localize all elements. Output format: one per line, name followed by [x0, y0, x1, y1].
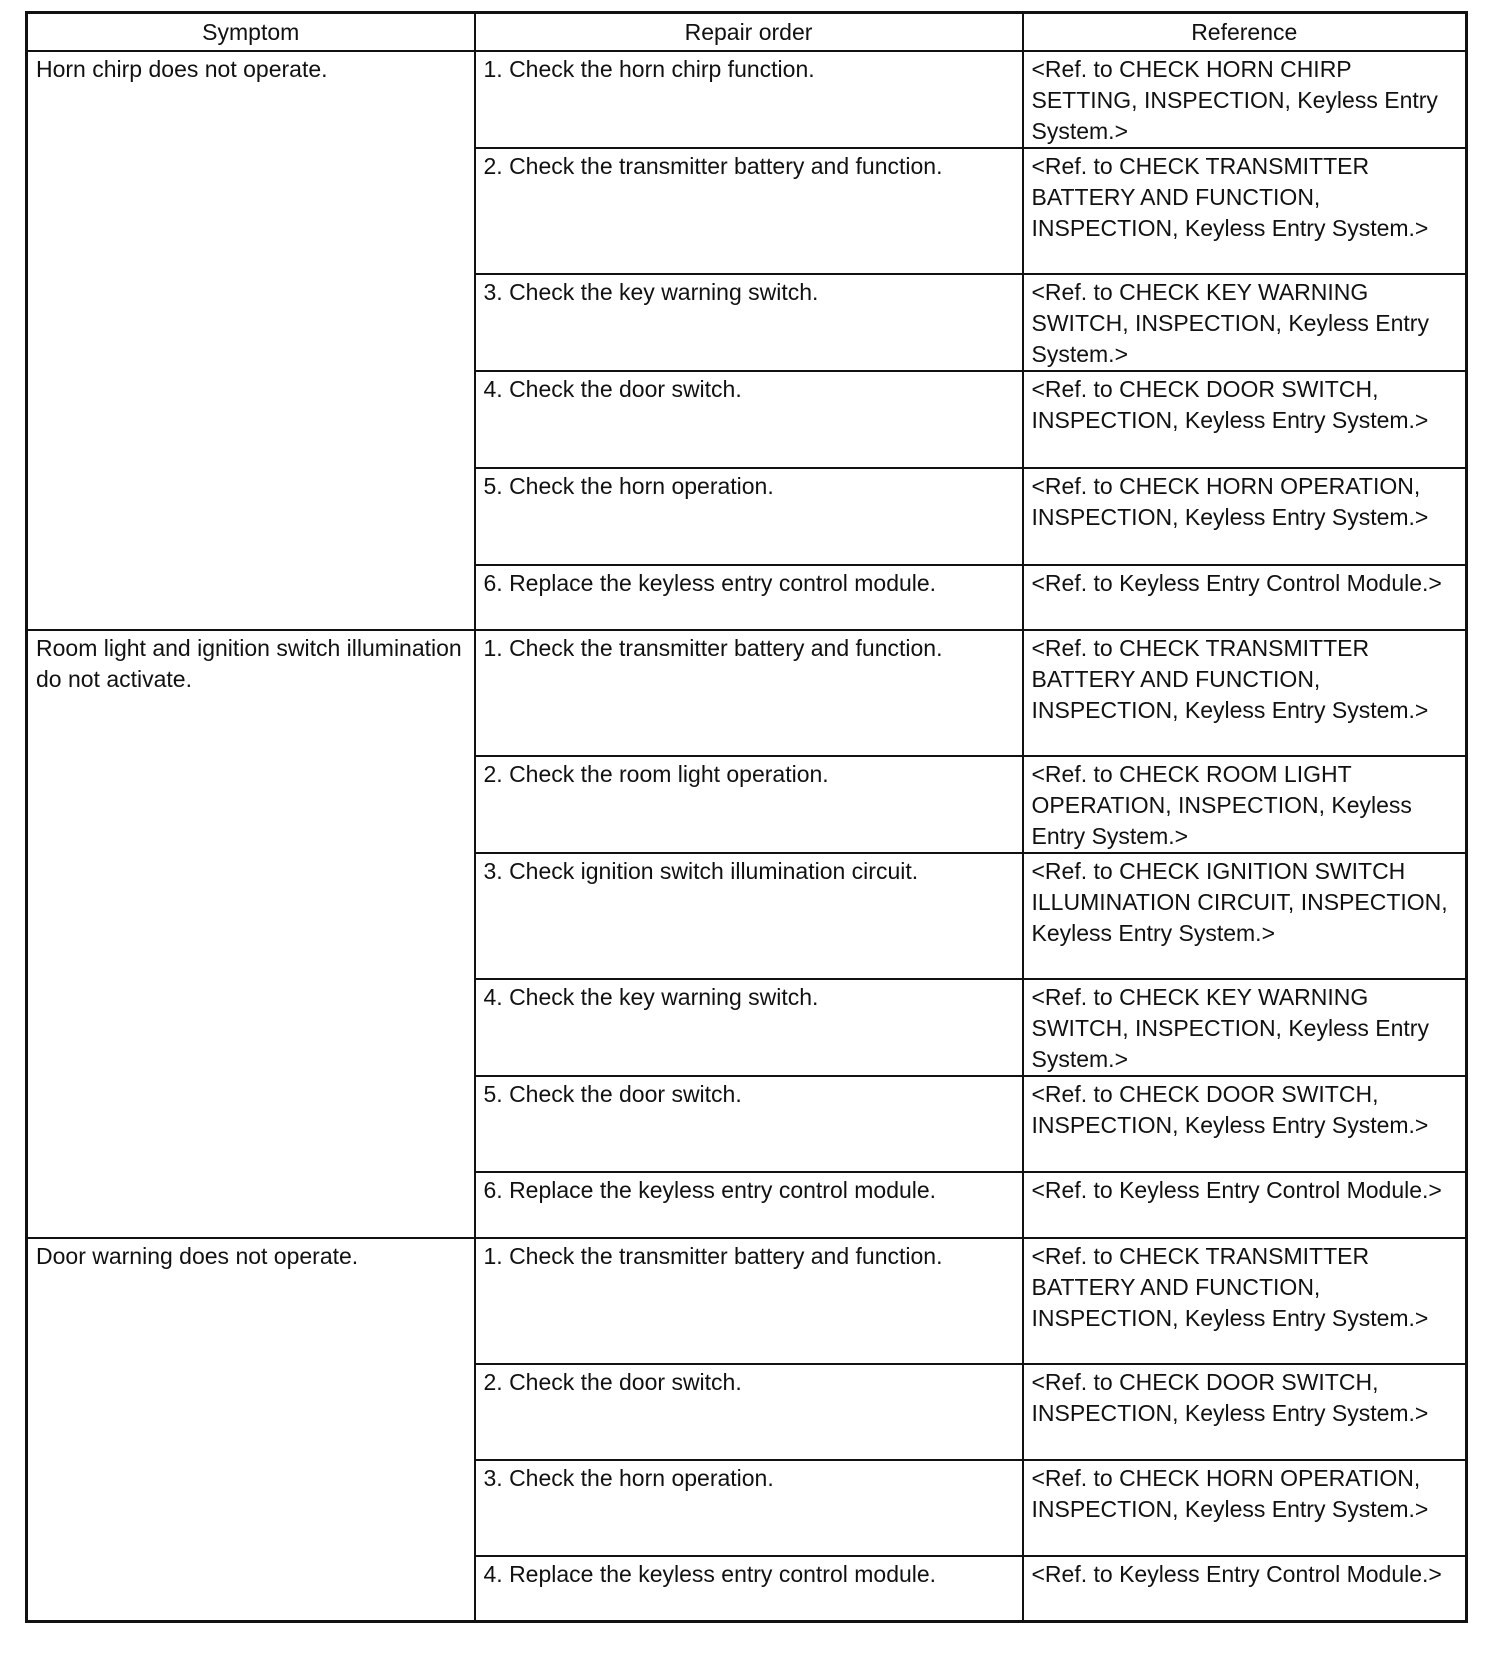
symptom-cell: Horn chirp does not operate. — [27, 51, 475, 630]
repair-order-cell: 4. Check the door switch. — [475, 371, 1023, 468]
reference-cell: <Ref. to Keyless Entry Control Module.> — [1023, 1556, 1467, 1622]
reference-cell: <Ref. to CHECK TRANSMITTER BATTERY AND FUNCTION, INSPECTION, Keyless Entry System.> — [1023, 630, 1467, 756]
header-row — [27, 13, 1467, 51]
repair-order-cell: 2. Check the transmitter battery and function. — [475, 148, 1023, 274]
reference-cell: <Ref. to CHECK TRANSMITTER BATTERY AND FUNCTION, INSPECTION, Keyless Entry System.> — [1023, 1238, 1467, 1364]
header-symptom: Symptom — [27, 13, 475, 51]
repair-order-cell: 4. Check the key warning switch. — [475, 979, 1023, 1076]
repair-order-cell: 6. Replace the keyless entry control module. — [475, 1172, 1023, 1238]
table-row — [27, 51, 1467, 148]
repair-order-cell: 2. Check the door switch. — [475, 1364, 1023, 1460]
repair-order-cell: 3. Check ignition switch illumination circuit. — [475, 853, 1023, 979]
reference-cell: <Ref. to CHECK DOOR SWITCH, INSPECTION, Keyless Entry System.> — [1023, 1364, 1467, 1460]
repair-table — [25, 11, 1468, 1623]
reference-cell: <Ref. to CHECK KEY WARNING SWITCH, INSPECTION, Keyless Entry System.> — [1023, 274, 1467, 371]
repair-order-cell: 6. Replace the keyless entry control module. — [475, 565, 1023, 630]
reference-cell: <Ref. to CHECK DOOR SWITCH, INSPECTION, Keyless Entry System.> — [1023, 1076, 1467, 1172]
reference-cell: <Ref. to CHECK HORN OPERATION, INSPECTION, Keyless Entry System.> — [1023, 468, 1467, 565]
repair-order-cell: 3. Check the key warning switch. — [475, 274, 1023, 371]
reference-cell: <Ref. to CHECK ROOM LIGHT OPERATION, INSPECTION, Keyless Entry System.> — [1023, 756, 1467, 853]
reference-cell: <Ref. to CHECK DOOR SWITCH, INSPECTION, Keyless Entry System.> — [1023, 371, 1467, 468]
reference-cell: <Ref. to CHECK HORN OPERATION, INSPECTION, Keyless Entry System.> — [1023, 1460, 1467, 1556]
reference-cell: <Ref. to CHECK HORN CHIRP SETTING, INSPECTION, Keyless Entry System.> — [1023, 51, 1467, 148]
symptom-cell: Room light and ignition switch illumination do not activate. — [27, 630, 475, 1238]
symptom-cell: Door warning does not operate. — [27, 1238, 475, 1622]
reference-cell: <Ref. to CHECK KEY WARNING SWITCH, INSPECTION, Keyless Entry System.> — [1023, 979, 1467, 1076]
header-repair-order: Repair order — [475, 13, 1023, 51]
reference-cell: <Ref. to CHECK IGNITION SWITCH ILLUMINATION CIRCUIT, INSPECTION, Keyless Entry System.> — [1023, 853, 1467, 979]
repair-order-cell: 5. Check the door switch. — [475, 1076, 1023, 1172]
table-row — [27, 630, 1467, 756]
repair-order-cell: 1. Check the horn chirp function. — [475, 51, 1023, 148]
repair-order-cell: 4. Replace the keyless entry control module. — [475, 1556, 1023, 1622]
repair-order-cell: 3. Check the horn operation. — [475, 1460, 1023, 1556]
repair-order-cell: 5. Check the horn operation. — [475, 468, 1023, 565]
header-reference: Reference — [1023, 13, 1467, 51]
repair-order-cell: 1. Check the transmitter battery and function. — [475, 630, 1023, 756]
reference-cell: <Ref. to Keyless Entry Control Module.> — [1023, 565, 1467, 630]
repair-order-cell: 2. Check the room light operation. — [475, 756, 1023, 853]
reference-cell: <Ref. to CHECK TRANSMITTER BATTERY AND FUNCTION, INSPECTION, Keyless Entry System.> — [1023, 148, 1467, 274]
table-row — [27, 1238, 1467, 1364]
reference-cell: <Ref. to Keyless Entry Control Module.> — [1023, 1172, 1467, 1238]
repair-order-cell: 1. Check the transmitter battery and function. — [475, 1238, 1023, 1364]
